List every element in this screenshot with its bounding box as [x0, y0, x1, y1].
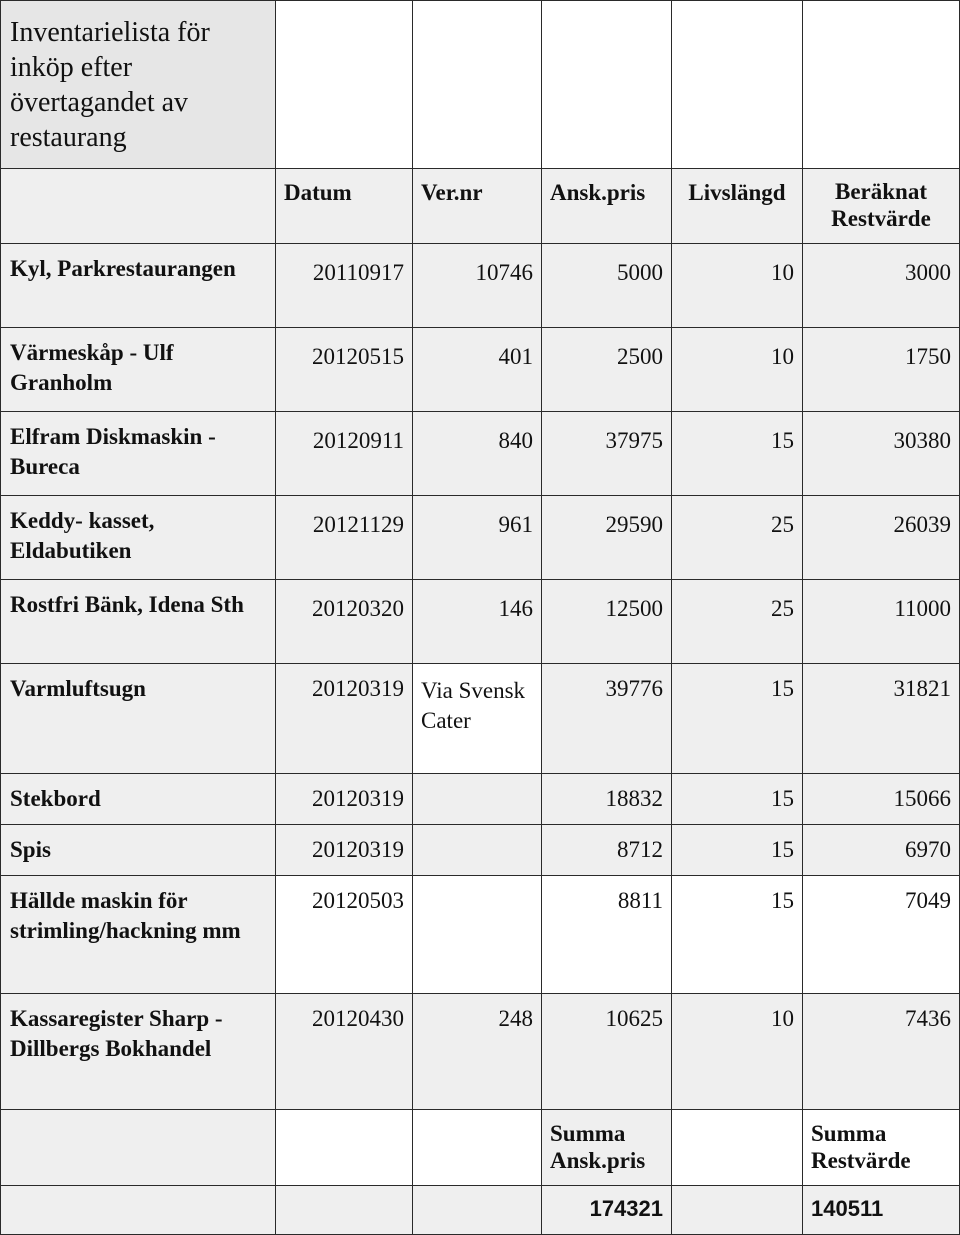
empty-cell — [1, 1110, 276, 1186]
item-name: Varmluftsugn — [1, 664, 276, 774]
empty-cell — [1, 1186, 276, 1235]
summa-restvarde-label: Summa Restvärde — [803, 1110, 960, 1186]
cell-vernr: 10746 — [413, 244, 542, 328]
cell-vernr: 248 — [413, 994, 542, 1110]
empty-cell — [672, 1186, 803, 1235]
empty-cell — [413, 1186, 542, 1235]
summary-total-row — [1, 1186, 960, 1235]
cell-livslangd: 10 — [672, 328, 803, 412]
empty-cell — [413, 1110, 542, 1186]
cell-datum: 20110917 — [276, 244, 413, 328]
table-row — [1, 994, 960, 1110]
table-row — [1, 412, 960, 496]
header-livslangd: Livslängd — [672, 169, 803, 244]
cell-anskpris: 18832 — [542, 774, 672, 825]
summa-anskpris-label: Summa Ansk.pris — [542, 1110, 672, 1186]
cell-livslangd: 10 — [672, 244, 803, 328]
cell-livslangd: 15 — [672, 774, 803, 825]
cell-vernr: 961 — [413, 496, 542, 580]
cell-restvarde: 3000 — [803, 244, 960, 328]
cell-datum: 20120320 — [276, 580, 413, 664]
item-name: Kyl, Parkrestaurangen — [1, 244, 276, 328]
table-row — [1, 496, 960, 580]
cell-vernr — [413, 876, 542, 994]
table-row — [1, 774, 960, 825]
item-name: Elfram Diskmaskin - Bureca — [1, 412, 276, 496]
table-row — [1, 664, 960, 774]
item-name: Kassaregister Sharp - Dillbergs Bokhandel — [1, 994, 276, 1110]
cell-datum: 20120319 — [276, 774, 413, 825]
cell-anskpris: 5000 — [542, 244, 672, 328]
item-name: Hällde maskin för strimling/hackning mm — [1, 876, 276, 994]
cell-restvarde: 31821 — [803, 664, 960, 774]
cell-datum: 20120430 — [276, 994, 413, 1110]
cell-restvarde: 30380 — [803, 412, 960, 496]
cell-datum: 20120319 — [276, 664, 413, 774]
cell-livslangd: 15 — [672, 876, 803, 994]
cell-livslangd: 10 — [672, 994, 803, 1110]
cell-vernr — [413, 774, 542, 825]
cell-anskpris: 12500 — [542, 580, 672, 664]
table-row — [1, 244, 960, 328]
item-name: Keddy- kasset, Eldabutiken — [1, 496, 276, 580]
cell-anskpris: 8712 — [542, 825, 672, 876]
cell-anskpris: 37975 — [542, 412, 672, 496]
empty-cell — [672, 1110, 803, 1186]
page-title: Inventarielista för inköp efter övertagandet av restaurang — [1, 1, 276, 169]
title-row — [1, 1, 960, 169]
cell-vernr: Via Svensk Cater — [413, 664, 542, 774]
item-name: Värmeskåp - Ulf Granholm — [1, 328, 276, 412]
cell-restvarde: 11000 — [803, 580, 960, 664]
cell-vernr — [413, 825, 542, 876]
cell-datum: 20120319 — [276, 825, 413, 876]
cell-vernr: 146 — [413, 580, 542, 664]
cell-anskpris: 29590 — [542, 496, 672, 580]
cell-restvarde: 1750 — [803, 328, 960, 412]
cell-restvarde: 7436 — [803, 994, 960, 1110]
item-name: Rostfri Bänk, Idena Sth — [1, 580, 276, 664]
cell-datum: 20120515 — [276, 328, 413, 412]
cell-restvarde: 7049 — [803, 876, 960, 994]
cell-datum: 20120911 — [276, 412, 413, 496]
empty-cell — [672, 1, 803, 169]
cell-livslangd: 25 — [672, 580, 803, 664]
cell-datum: 20120503 — [276, 876, 413, 994]
header-row — [1, 169, 960, 244]
table-row — [1, 825, 960, 876]
cell-anskpris: 39776 — [542, 664, 672, 774]
table-row — [1, 876, 960, 994]
empty-cell — [276, 1, 413, 169]
cell-datum: 20121129 — [276, 496, 413, 580]
empty-cell — [542, 1, 672, 169]
table-row — [1, 328, 960, 412]
cell-anskpris: 8811 — [542, 876, 672, 994]
cell-restvarde: 15066 — [803, 774, 960, 825]
header-restvarde: Beräknat Restvärde — [803, 169, 960, 244]
item-name: Spis — [1, 825, 276, 876]
summary-label-row — [1, 1110, 960, 1186]
cell-vernr: 840 — [413, 412, 542, 496]
empty-cell — [276, 1186, 413, 1235]
cell-livslangd: 15 — [672, 412, 803, 496]
cell-livslangd: 15 — [672, 825, 803, 876]
cell-anskpris: 2500 — [542, 328, 672, 412]
cell-anskpris: 10625 — [542, 994, 672, 1110]
empty-cell — [803, 1, 960, 169]
cell-restvarde: 26039 — [803, 496, 960, 580]
empty-cell — [413, 1, 542, 169]
cell-livslangd: 15 — [672, 664, 803, 774]
empty-cell — [1, 169, 276, 244]
cell-restvarde: 6970 — [803, 825, 960, 876]
item-name: Stekbord — [1, 774, 276, 825]
table-row — [1, 580, 960, 664]
summa-anskpris-value: 174321 — [542, 1186, 672, 1235]
header-vernr: Ver.nr — [413, 169, 542, 244]
empty-cell — [276, 1110, 413, 1186]
cell-livslangd: 25 — [672, 496, 803, 580]
header-anskpris: Ansk.pris — [542, 169, 672, 244]
cell-vernr: 401 — [413, 328, 542, 412]
summa-restvarde-value: 140511 — [803, 1186, 960, 1235]
header-datum: Datum — [276, 169, 413, 244]
